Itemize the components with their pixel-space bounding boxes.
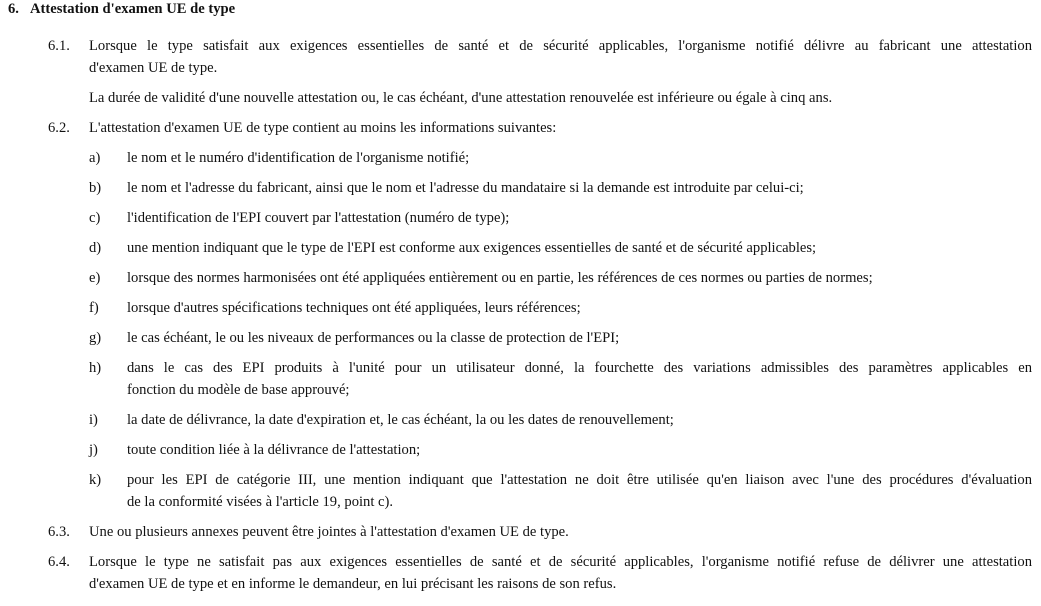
list-item-label-c: c) [89, 210, 101, 226]
paragraph-6-1-line-3: La durée de validité d'une nouvelle attestation ou, le cas échéant, d'une attestation renouvelée est inférieure ou égale à cinq ans. [89, 90, 833, 106]
list-item-text-f: lorsque d'autres spécifications techniques ont été appliquées, leurs références; [127, 300, 581, 316]
paragraph-6-1-line-1: Lorsque le type satisfait aux exigences essentielles de santé et de sécurité applicables, l'organisme notifié délivre au fabricant une attestation [89, 38, 1032, 54]
list-item-text-g: le cas échéant, le ou les niveaux de performances ou la classe de protection de l'EPI; [127, 330, 620, 346]
paragraph-6-4-line-1: Lorsque le type ne satisfait pas aux exigences essentielles de santé et de sécurité applicables, l'organisme notifié refuse de délivrer une attestation [89, 554, 1032, 570]
list-item-label-e: e) [89, 270, 101, 286]
list-item-text-e: lorsque des normes harmonisées ont été appliquées entièrement ou en partie, les références de ces normes ou parties de normes; [127, 270, 873, 286]
paragraph-6-1-line-2: d'examen UE de type. [89, 60, 218, 76]
paragraph-number-6-1: 6.1. [48, 38, 70, 54]
list-item-text-k-line-1: pour les EPI de catégorie III, une mention indiquant que l'attestation ne doit être utilisée qu'en liaison avec l'une des procédures d'évaluation [127, 472, 1032, 488]
paragraph-6-4-line-2: d'examen UE de type et en informe le demandeur, en lui précisant les raisons de son refus. [89, 576, 617, 592]
paragraph-6-2-intro: L'attestation d'examen UE de type contient au moins les informations suivantes: [89, 120, 557, 136]
list-item-label-b: b) [89, 180, 102, 196]
list-item-text-j: toute condition liée à la délivrance de l'attestation; [127, 442, 421, 458]
section-number: 6. [8, 1, 19, 17]
paragraph-number-6-2: 6.2. [48, 120, 70, 136]
list-item-label-j: j) [89, 442, 98, 458]
list-item-label-a: a) [89, 150, 101, 166]
section-title: Attestation d'examen UE de type [30, 1, 236, 17]
list-item-text-c: l'identification de l'EPI couvert par l'attestation (numéro de type); [127, 210, 510, 226]
paragraph-6-3-line-1: Une ou plusieurs annexes peuvent être jointes à l'attestation d'examen UE de type. [89, 524, 569, 540]
list-item-label-h: h) [89, 360, 102, 376]
paragraph-number-6-4: 6.4. [48, 554, 70, 570]
list-item-text-d: une mention indiquant que le type de l'EPI est conforme aux exigences essentielles de santé et de sécurité applicables; [127, 240, 817, 256]
list-item-label-i: i) [89, 412, 98, 428]
list-item-label-d: d) [89, 240, 102, 256]
list-item-text-a: le nom et le numéro d'identification de l'organisme notifié; [127, 150, 470, 166]
paragraph-number-6-3: 6.3. [48, 524, 70, 540]
list-item-text-h-line-1: dans le cas des EPI produits à l'unité pour un utilisateur donné, la fourchette des variations admissibles des paramètres applicables en [127, 360, 1032, 376]
list-item-text-b: le nom et l'adresse du fabricant, ainsi que le nom et l'adresse du mandataire si la demande est introduite par celui-ci; [127, 180, 804, 196]
list-item-label-f: f) [89, 300, 99, 316]
list-item-text-h-line-2: fonction du modèle de base approuvé; [127, 382, 350, 398]
list-item-label-g: g) [89, 330, 102, 346]
list-item-text-k-line-2: de la conformité visées à l'article 19, point c). [127, 494, 394, 510]
list-item-label-k: k) [89, 472, 102, 488]
list-item-text-i: la date de délivrance, la date d'expiration et, le cas échéant, la ou les dates de renouvellement; [127, 412, 674, 428]
